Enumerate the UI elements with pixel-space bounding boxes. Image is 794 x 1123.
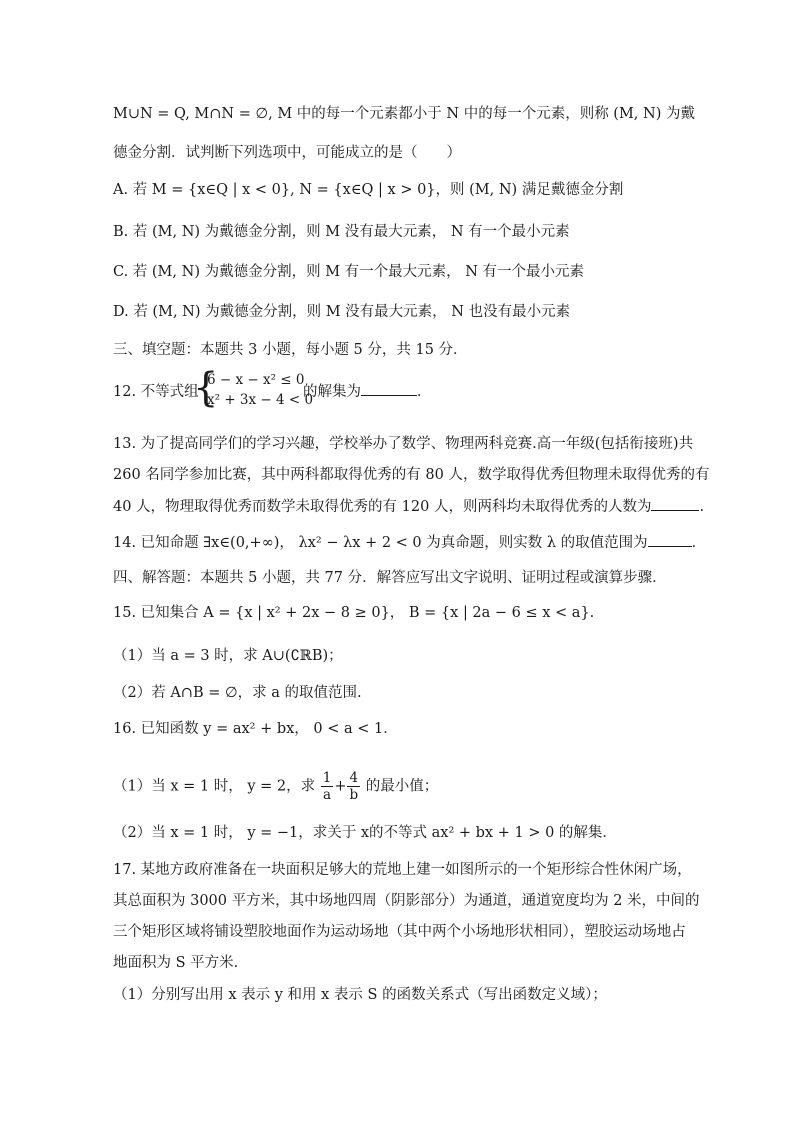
q12-inequality-1: 6 − x − x² ≤ 0 [207, 372, 305, 388]
q16-stem: 16. 已知函数 y = ax² + bx， 0 < a < 1． [113, 721, 398, 737]
q15-stem: 15. 已知集合 A = {x | x² + 2x − 8 ≥ 0}， B = {x | 2a − 6 ≤ x < a}. [113, 605, 595, 621]
plus-sign: + [334, 778, 347, 795]
q17-line4: 地面积为 S 平方米. [113, 955, 239, 971]
frac-numerator: 1 [322, 770, 332, 786]
fraction-1-over-a [321, 770, 334, 803]
q15-part1: （1）当 a = 3 时，求 A∪(∁ℝB)； [113, 648, 343, 664]
q11-option-c: C. 若 (M, N) 为戴德金分割，则 M 有一个最大元素， N 有一个最小元素 [113, 264, 585, 280]
section-heading-fill-in: 三、填空题：本题共 3 小题，每小题 5 分，共 15 分． [113, 342, 468, 358]
answer-blank [648, 534, 692, 547]
section-heading-solutions: 四、解答题：本题共 5 小题，共 77 分．解答应写出文字说明、证明过程或演算步骤． [113, 570, 667, 586]
q17-line1: 17. 某地方政府准备在一块面积足够大的荒地上建一如图所示的一个矩形综合性休闲广场， [113, 862, 692, 878]
q13-line3-text: 40 人，物理取得优秀而数学未取得优秀的有 120 人，则两科均未取得优秀的人数为 [113, 499, 652, 515]
q13-line1: 13. 为了提高同学们的学习兴趣，学校举办了数学、物理两科竞赛.高一年级(包括衔接班)共 [113, 436, 694, 452]
frac-denominator: a [322, 787, 332, 803]
q11-option-d: D. 若 (M, N) 为戴德金分割，则 M 没有最大元素， N 也没有最小元素 [113, 304, 571, 320]
q16-part2: （2）当 x = 1 时， y = −1，求关于 x的不等式 ax² + bx + 1 > 0 的解集． [113, 825, 617, 841]
q17-line3: 三个矩形区域将铺设塑胶地面作为运动场地（其中两个小场地形状相同），塑胶运动场地占 [113, 924, 686, 940]
q16-part1 [113, 770, 438, 803]
q14-line [113, 533, 706, 553]
answer-blank [361, 383, 417, 396]
q14-text: 14. 已知命题 ∃x∈(0,+∞)， λx² − λx + 2 < 0 为真命题，则实数 λ 的取值范围为 [113, 535, 648, 551]
q11-stem-line1: M∪N = Q, M∩N = ∅, M 中的每一个元素都小于 N 中的每一个元素，则称 (M, N) 为戴 [113, 106, 695, 122]
q12-end: ． [417, 384, 432, 400]
q13-end: . [699, 499, 705, 515]
q12-after-text: 的解集为 [303, 384, 361, 400]
frac-numerator: 4 [347, 770, 360, 787]
q13-line3 [113, 497, 704, 517]
q11-option-a: A. 若 M = {x∈Q | x < 0}, N = {x∈Q | x > 0}，则 (M, N) 满足戴德金分割 [113, 182, 624, 198]
q15-part2: （2）若 A∩B = ∅，求 a 的取值范围. [113, 685, 362, 701]
q11-option-b: B. 若 (M, N) 为戴德金分割，则 M 没有最大元素， N 有一个最小元素 [113, 224, 570, 240]
frac-denominator: b [349, 787, 359, 803]
q16-part1-pre: （1）当 x = 1 时， y = 2，求 [113, 778, 316, 795]
q17-part1: （1）分别写出用 x 表示 y 和用 x 表示 S 的函数关系式（写出函数定义域）； [113, 987, 607, 1003]
q12-inequality-2: x² + 3x − 4 < 0 [207, 392, 314, 408]
q11-stem-line2: 德金分割．试判断下列选项中，可能成立的是（ ） [113, 145, 461, 161]
q12-answer-line [303, 380, 432, 401]
fraction-4-over-b [347, 770, 360, 803]
answer-blank [651, 498, 699, 511]
q14-end: ． [691, 535, 707, 551]
q16-part1-post: 的最小值； [365, 778, 439, 795]
q13-line2: 260 名同学参加比赛，其中两科都取得优秀的有 80 人，数学取得优秀但物理未取得优秀的有 [113, 467, 710, 483]
q12-label: 12. 不等式组 [113, 384, 199, 400]
q17-line2: 其总面积为 3000 平方米，其中场地四周（阴影部分）为通道，通道宽度均为 2 米，中间的 [113, 893, 700, 909]
system-brace: { [193, 365, 219, 411]
